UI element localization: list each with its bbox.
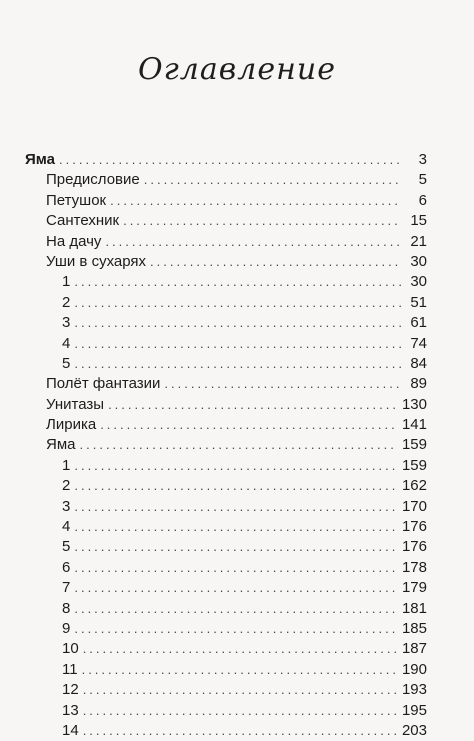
- toc-entry-page-number: 21: [410, 232, 427, 250]
- toc-entry: [25, 211, 427, 231]
- dot-leader: [74, 293, 401, 313]
- toc-entry: [25, 639, 427, 659]
- toc-entry: [25, 680, 427, 700]
- dot-leader: [74, 456, 398, 476]
- toc-entry-title: Петушок: [46, 191, 107, 209]
- toc-entry-page-number: 176: [401, 538, 427, 556]
- toc-entry-page-number: 89: [410, 375, 427, 393]
- dot-leader: [144, 170, 401, 190]
- dot-leader: [83, 721, 398, 741]
- toc-entry-page-number: 193: [401, 681, 427, 699]
- toc-entry-page-number: 30: [410, 273, 427, 291]
- dot-leader: [83, 680, 398, 700]
- toc-entry: [25, 660, 427, 680]
- toc-entry-title: 8: [62, 599, 71, 617]
- dot-leader: [105, 232, 401, 252]
- dot-leader: [74, 272, 401, 292]
- dot-leader: [108, 395, 398, 415]
- toc-entry-page-number: 74: [410, 334, 427, 352]
- toc-entry-page-number: 61: [410, 314, 427, 332]
- toc-entry-title: 10: [62, 640, 79, 658]
- dot-leader: [150, 252, 401, 272]
- toc-entry-title: 6: [62, 558, 71, 576]
- dot-leader: [74, 476, 398, 496]
- toc-entry-page-number: 176: [401, 518, 427, 536]
- toc-entry-page-number: 181: [401, 599, 427, 617]
- toc-entry-page-number: 130: [401, 395, 427, 413]
- toc-entry-page-number: 84: [410, 354, 427, 372]
- toc-entry-title: Яма: [25, 151, 56, 168]
- toc-entry-title: Унитазы: [46, 395, 105, 413]
- dot-leader: [110, 191, 401, 211]
- dot-leader: [80, 435, 398, 455]
- dot-leader: [74, 558, 398, 578]
- toc-entry: [25, 395, 427, 415]
- toc-entry-title: Яма: [46, 436, 76, 454]
- toc-entry-title: 12: [62, 681, 79, 699]
- toc-entry-page-number: 30: [410, 252, 427, 270]
- toc-entry-title: Сантехник: [46, 212, 120, 230]
- toc-entry-title: 7: [62, 579, 71, 597]
- toc-entry: [25, 721, 427, 741]
- toc-entry-title: 2: [62, 293, 71, 311]
- toc-entry-title: 4: [62, 334, 71, 352]
- dot-leader: [100, 415, 398, 435]
- toc-entry-title: 4: [62, 518, 71, 536]
- toc-entry-page-number: 187: [401, 640, 427, 658]
- toc-entry: [25, 150, 427, 170]
- toc-entry-title: Уши в сухарях: [46, 252, 147, 270]
- toc-entry-page-number: 141: [401, 416, 427, 434]
- toc-entry: [25, 435, 427, 455]
- toc-entry: [25, 456, 427, 476]
- dot-leader: [82, 660, 398, 680]
- dot-leader: [83, 639, 398, 659]
- toc-entry-title: 14: [62, 721, 79, 739]
- dot-leader: [74, 578, 398, 598]
- toc-entry: [25, 191, 427, 211]
- dot-leader: [74, 497, 398, 517]
- toc-entry-title: 5: [62, 354, 71, 372]
- toc-entry-page-number: 15: [410, 212, 427, 230]
- toc-entry-page-number: 159: [401, 456, 427, 474]
- dot-leader: [74, 334, 401, 354]
- toc-entry: [25, 232, 427, 252]
- toc-entry: [25, 272, 427, 292]
- toc-entry-page-number: 203: [401, 721, 427, 739]
- toc-entry: [25, 170, 427, 190]
- toc-entry-page-number: 159: [401, 436, 427, 454]
- dot-leader: [83, 701, 398, 721]
- toc-entry-page-number: 179: [401, 579, 427, 597]
- toc-entry-title: 3: [62, 314, 71, 332]
- toc-entry-page-number: 195: [401, 701, 427, 719]
- dot-leader: [74, 354, 401, 374]
- toc-entry: [25, 558, 427, 578]
- toc-entry-title: 2: [62, 477, 71, 495]
- toc-entry-title: На дачу: [46, 232, 102, 250]
- toc-entry-page-number: 51: [410, 293, 427, 311]
- toc-entry: [25, 517, 427, 537]
- toc-entry: [25, 293, 427, 313]
- table-of-contents: [25, 150, 427, 741]
- toc-entry: [25, 476, 427, 496]
- toc-entry-page-number: 170: [401, 497, 427, 515]
- toc-entry-title: 5: [62, 538, 71, 556]
- toc-entry-title: 11: [62, 660, 78, 678]
- toc-entry-page-number: 178: [401, 558, 427, 576]
- toc-entry-page-number: 185: [401, 619, 427, 637]
- toc-entry: [25, 252, 427, 272]
- dot-leader: [123, 211, 401, 231]
- toc-entry-page-number: 5: [418, 171, 427, 189]
- toc-entry-title: 9: [62, 619, 71, 637]
- toc-entry: [25, 701, 427, 721]
- toc-entry-title: 3: [62, 497, 71, 515]
- toc-entry: [25, 599, 427, 619]
- toc-entry-title: Предисловие: [46, 171, 140, 189]
- toc-entry: [25, 354, 427, 374]
- dot-leader: [74, 619, 398, 639]
- toc-entry: [25, 334, 427, 354]
- toc-entry: [25, 497, 427, 517]
- dot-leader: [74, 313, 401, 333]
- toc-entry-title: Лирика: [46, 416, 97, 434]
- toc-entry-page-number: 162: [401, 477, 427, 495]
- toc-entry: [25, 374, 427, 394]
- page-title: Оглавление: [138, 52, 336, 87]
- dot-leader: [74, 537, 398, 557]
- toc-entry: [25, 415, 427, 435]
- toc-entry-page-number: 3: [418, 151, 427, 168]
- toc-entry-title: 1: [62, 456, 71, 474]
- toc-entry: [25, 619, 427, 639]
- toc-entry: [25, 537, 427, 557]
- dot-leader: [59, 150, 401, 170]
- toc-entry-page-number: 6: [418, 191, 427, 209]
- toc-entry-title: Полёт фантазии: [46, 375, 161, 393]
- toc-entry-title: 1: [62, 273, 71, 291]
- toc-entry-title: 13: [62, 701, 79, 719]
- toc-entry: [25, 578, 427, 598]
- dot-leader: [164, 374, 401, 394]
- toc-entry-page-number: 190: [401, 660, 427, 678]
- toc-entry: [25, 313, 427, 333]
- dot-leader: [74, 517, 398, 537]
- dot-leader: [74, 599, 398, 619]
